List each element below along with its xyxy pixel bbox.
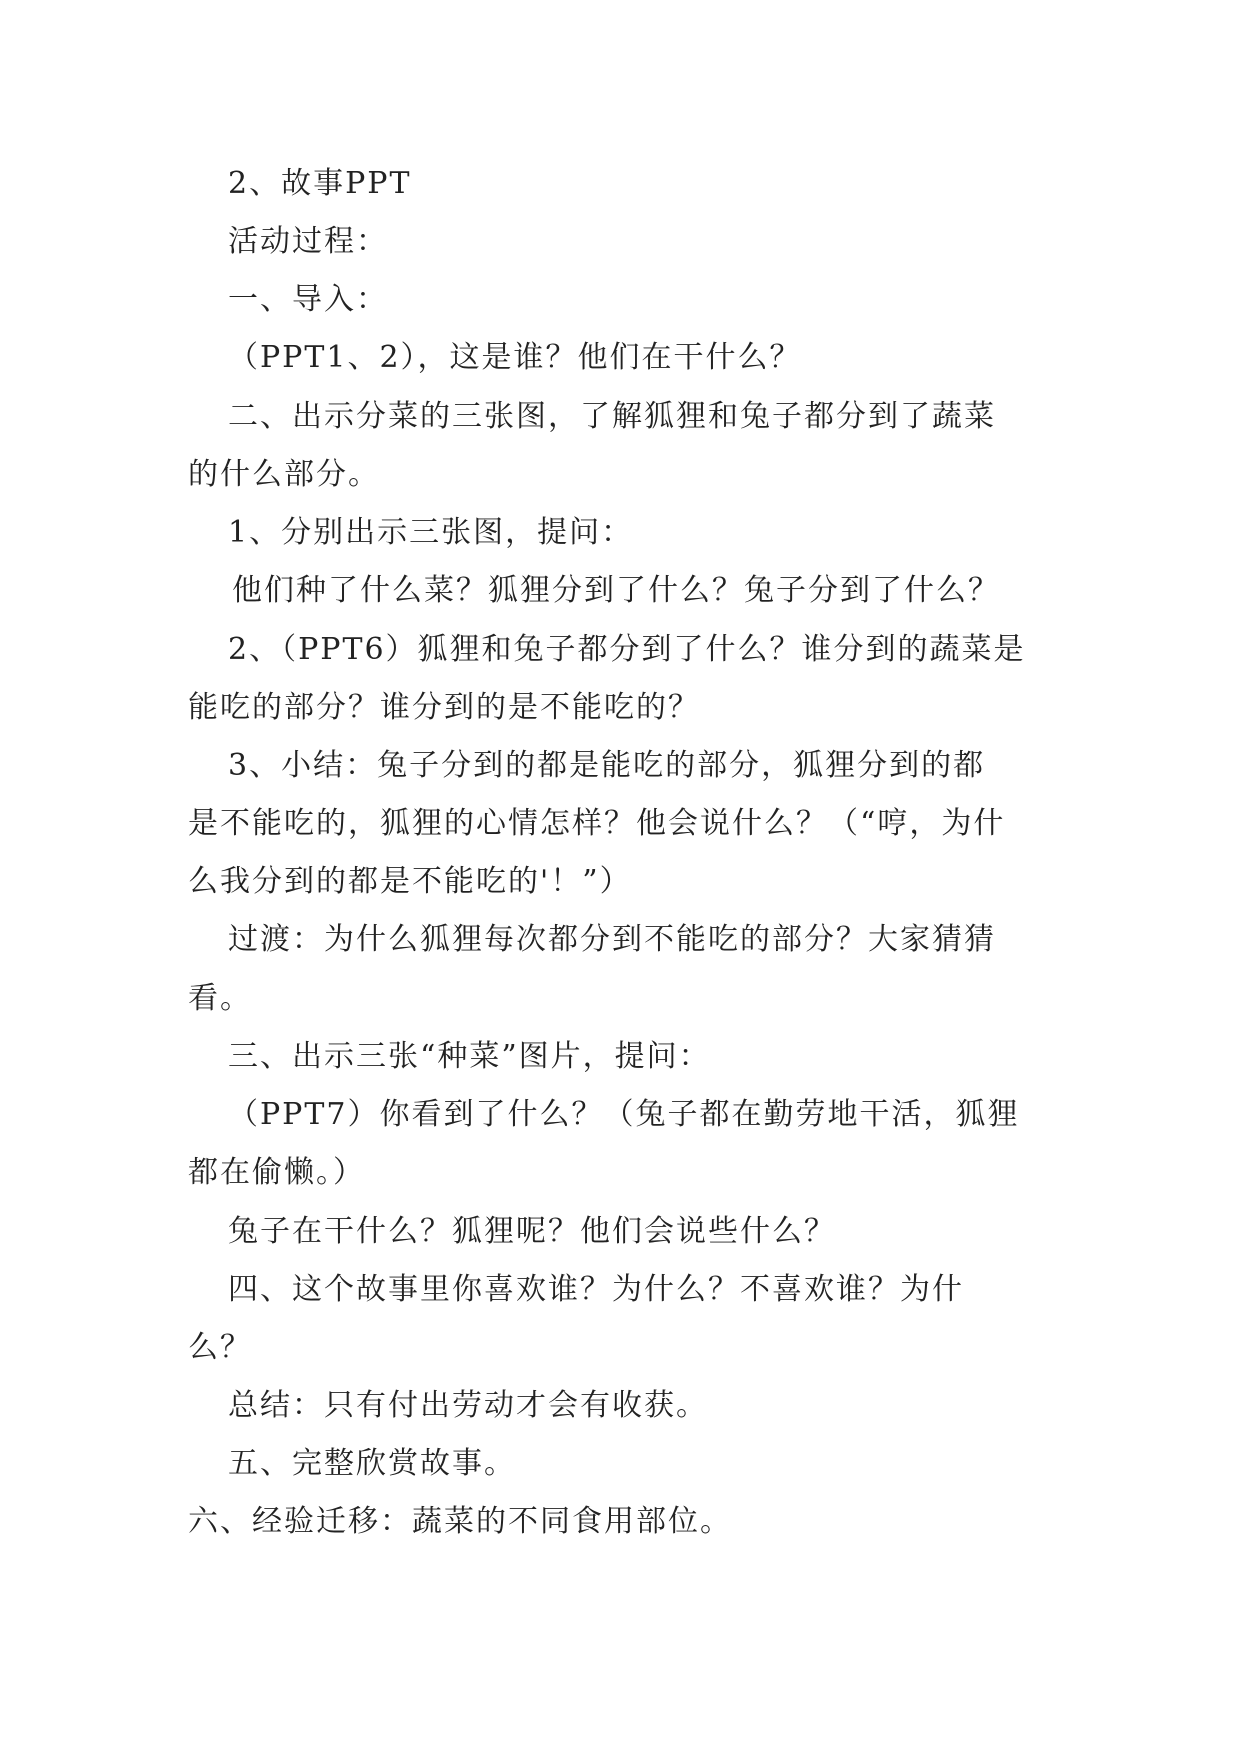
text-line: 么我分到的都是不能吃的'！”）	[188, 864, 632, 899]
text-line: 过渡：为什么狐狸每次都分到不能吃的部分？大家猜猜	[228, 922, 996, 957]
text-line: 是不能吃的，狐狸的心情怎样？他会说什么？（“哼，为什	[188, 806, 1006, 841]
text-line: 六、经验迁移：蔬菜的不同食用部位。	[188, 1504, 732, 1539]
text-line: 看。	[188, 981, 252, 1016]
text-line: 他们种了什么菜？狐狸分到了什么？兔子分到了什么？	[232, 573, 1000, 608]
text-line: 1、分别出示三张图，提问：	[228, 515, 634, 550]
text-line: 总结：只有付出劳动才会有收获。	[228, 1388, 708, 1423]
text-line: 五、完整欣赏故事。	[228, 1446, 516, 1481]
text-line: 么？	[188, 1330, 252, 1365]
text-line: 的什么部分。	[188, 457, 380, 492]
text-line: 三、出示三张“种菜”图片，提问：	[228, 1039, 711, 1074]
text-line: 都在偷懒。）	[188, 1155, 365, 1190]
text-line: 3、小结：兔子分到的都是能吃的部分，狐狸分到的都	[228, 748, 986, 783]
text-line: （PPT1、2），这是谁？他们在干什么？	[228, 340, 802, 375]
text-line: 四、这个故事里你喜欢谁？为什么？不喜欢谁？为什	[228, 1272, 964, 1307]
text-line: 2、故事PPT	[228, 166, 412, 201]
text-line: 二、出示分菜的三张图，了解狐狸和兔子都分到了蔬菜	[228, 399, 996, 434]
text-line: 2、（PPT6）狐狸和兔子都分到了什么？谁分到的蔬菜是	[228, 632, 1026, 667]
text-line: 能吃的部分？谁分到的是不能吃的？	[188, 690, 700, 725]
text-line: 一、导入：	[228, 282, 388, 317]
text-line: （PPT7）你看到了什么？（兔子都在勤劳地干活，狐狸	[228, 1097, 1020, 1132]
text-line: 兔子在干什么？狐狸呢？他们会说些什么？	[228, 1214, 836, 1249]
text-line: 活动过程：	[228, 224, 388, 259]
